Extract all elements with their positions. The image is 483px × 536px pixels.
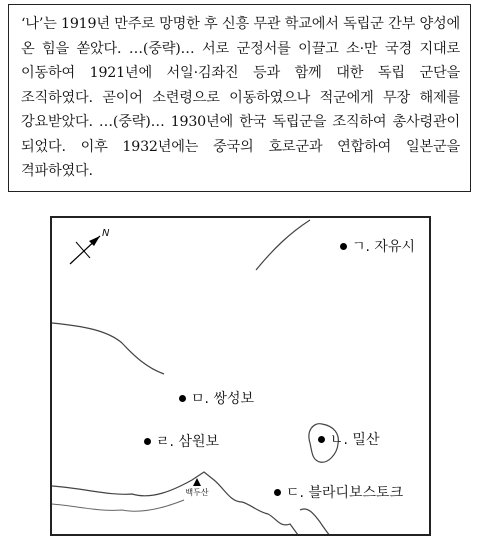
place-vladivostok [274, 482, 403, 502]
place-samwonbo [144, 431, 219, 451]
location-dot-icon [318, 436, 325, 443]
river-line [52, 323, 164, 374]
place-label: ㄱ. 자유시 [352, 239, 415, 255]
place-label: ㄴ. 밀산 [330, 432, 380, 448]
coastline [300, 509, 332, 536]
location-dot-icon [340, 243, 347, 250]
place-jayusi [340, 236, 415, 256]
passage-box [8, 4, 471, 192]
mountain-icon [193, 478, 201, 486]
place-milsan [318, 429, 379, 449]
location-dot-icon [274, 489, 281, 496]
compass-label: N [102, 228, 110, 239]
location-dot-icon [179, 395, 186, 402]
passage-text: ‘나’는 1919년 만주로 망명한 후 신흥 무관 학교에서 독립군 간부 양성에 온 힘을 쏟았다. …(중략)… 서로 군정서를 이끌고 소·만 국경 지대로 이동하여 1921년에 서일·김좌진 등과 함께 대한 독립 군단을 조직하였다. 곧이어 소련령으로 이동하였으나 적군에게 무장 해제를 강요받았다. …(중략)… 1930년에 한국 독립군을 조직하여 총사령관이 되었다. 이후 1932년에는 중국의 호로군과 연합하여 일본군을 격파하였다. [21, 16, 460, 179]
coastline [52, 500, 184, 511]
map [50, 216, 431, 536]
place-label: ㅁ. 쌍성보 [191, 391, 254, 407]
mountain-label: 백두산 [185, 488, 209, 497]
place-label: ㄹ. 삼원보 [156, 434, 219, 450]
mountain-baekdusan [177, 478, 217, 498]
river-line [256, 220, 310, 270]
location-dot-icon [144, 438, 151, 445]
place-label: ㄷ. 블라디보스토크 [286, 485, 404, 501]
place-ssangseongbo [179, 388, 254, 408]
